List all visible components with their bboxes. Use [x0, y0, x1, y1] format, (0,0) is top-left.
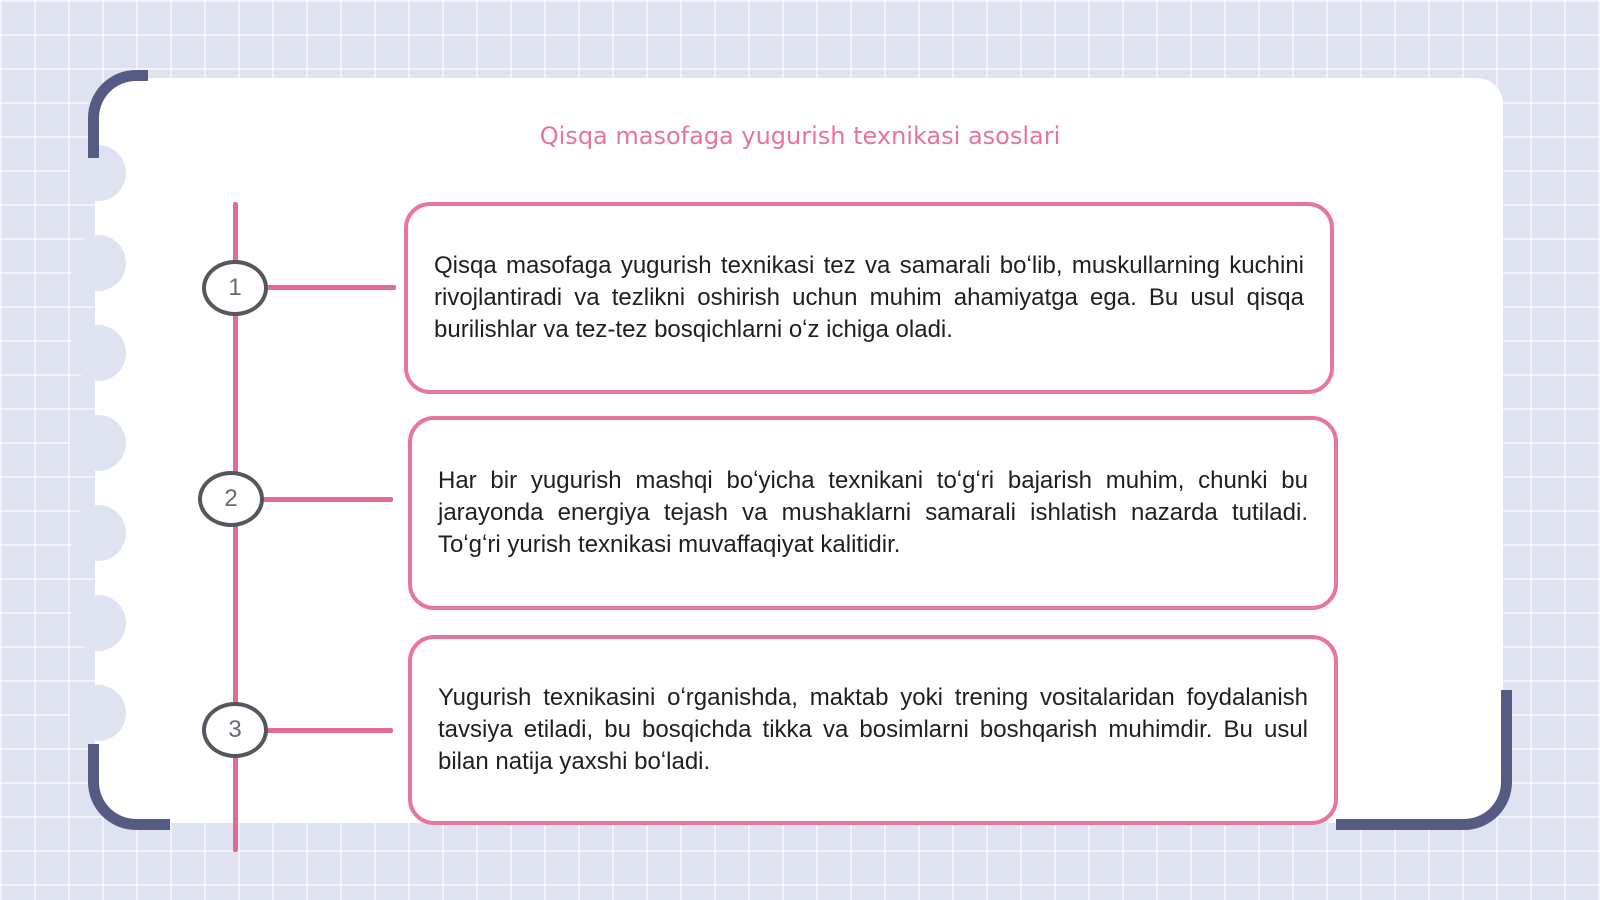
step-number-circle: 2 [198, 471, 264, 527]
step-number-circle: 3 [202, 702, 268, 758]
corner-bracket-top-left [88, 70, 148, 158]
step-card [408, 635, 1338, 825]
step-card-text: Yugurish texnikasini oʻrganishda, maktab yoki trening vositalaridan foydalanish tavsiya etiladi, bu bosqichda tikka va bosimlarni boshqarish muhimdir. Bu usul bilan natija yaxshi boʻladi. [438, 684, 1308, 775]
paper-scallop [70, 685, 126, 741]
timeline-connector [262, 497, 393, 502]
step-card [408, 416, 1338, 610]
step-card-text: Qisqa masofaga yugurish texnikasi tez va samarali boʻlib, muskullarning kuchini rivojlantiradi va tezlikni oshirish uchun muhim ahamiyatga ega. Bu usul qisqa burilishlar va tez-tez bosqichlarni oʻz ichiga oladi. [434, 252, 1304, 343]
corner-bracket-bottom-left [88, 744, 170, 830]
paper-scallop [70, 325, 126, 381]
step-card [404, 202, 1334, 394]
step-card-text: Har bir yugurish mashqi boʻyicha texnikani toʻgʻri bajarish muhim, chunki bu jarayonda energiya tejash va mushaklarni samarali ishlatish nazarda tutiladi. Toʻgʻri yurish texnikasi muvaffaqiyat kalitidir. [438, 467, 1308, 558]
timeline-connector [266, 728, 393, 733]
paper-scallop [70, 415, 126, 471]
paper-scallop [70, 505, 126, 561]
paper-scallop [70, 235, 126, 291]
paper-scallop [70, 595, 126, 651]
corner-bracket-bottom-right [1336, 690, 1512, 830]
slide-title: Qisqa masofaga yugurish texnikasi asoslari [539, 122, 1061, 150]
step-number-circle: 1 [202, 260, 268, 316]
timeline-connector [266, 285, 396, 290]
